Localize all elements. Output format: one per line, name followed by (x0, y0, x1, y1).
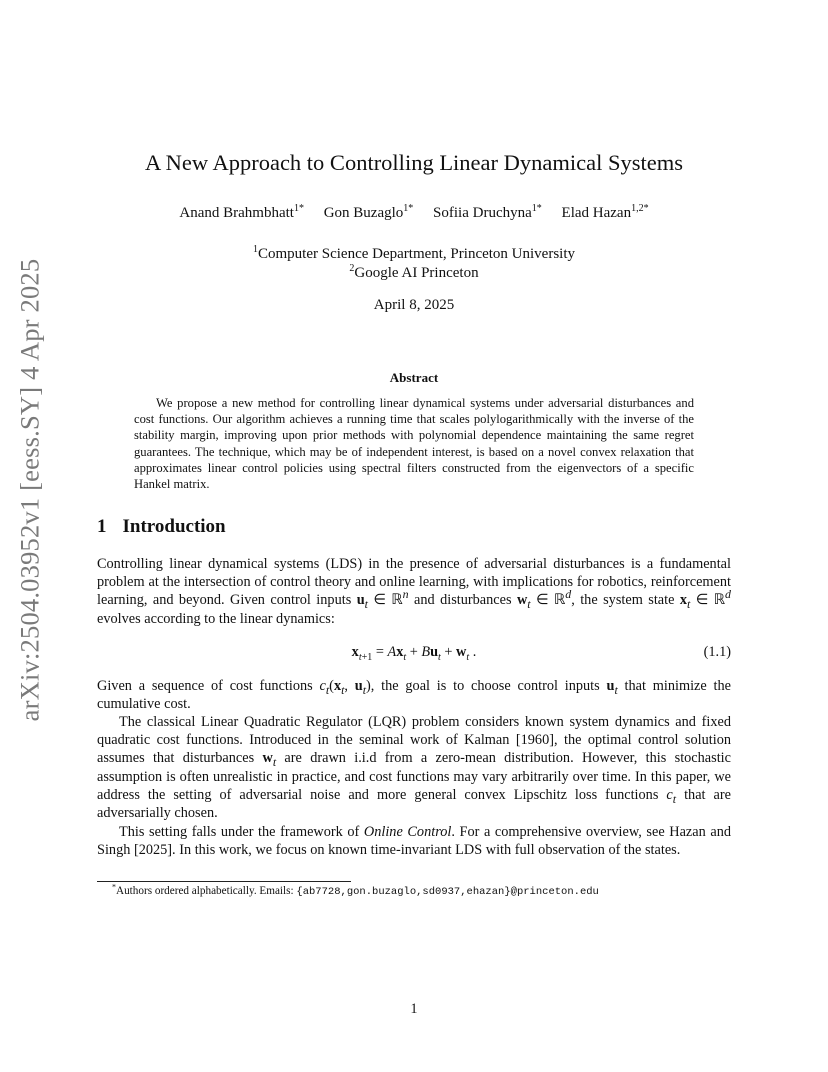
author: Elad Hazan$^{1,2*}$ (561, 203, 649, 221)
footnote-rule (97, 881, 351, 882)
dynamics-equation (97, 644, 731, 664)
footnote: *Authors ordered alphabetically. Emails: {ab7728,gon.buzaglo,sd0937,ehazan}@princeton.edu (112, 882, 599, 898)
arxiv-identifier (6, 258, 54, 722)
abstract-heading: Abstract (389, 370, 439, 385)
author: Sofiia Druchyna$^{1*}$ (433, 203, 542, 221)
author-list (0, 205, 828, 222)
publication-date: April 8, 2025 (373, 297, 455, 313)
page-number: 1 (410, 1001, 418, 1017)
affiliation: $^2$Google AI Princeton (349, 263, 479, 281)
intro-paragraph: The classical Linear Quadratic Regulator (LQR) problem considers known system dynamics and fixed quadratic cost functions. Introduced in the seminal work of Kalman [1960], the optimal control solution assumes that disturbances $w_t$ are drawn i.i.d from a zero-mean distribution. However, this stochastic assumption is often unrealistic in practice, and cost functions may vary arbitrarily over time. In this paper, we address the setting of adversarial noise and more general convex Lipschitz loss functions $c_t$ that are adversarially chosen. (97, 714, 732, 822)
intro-paragraph: This setting falls under the framework of Online Control. For a comprehensive overview, see Hazan and Singh [2025]. In this work, we focus on known time-invariant LDS with full observation of the states. (97, 824, 731, 859)
affiliation: $^1$Computer Science Department, Princeton University (253, 244, 575, 262)
abstract-body: We propose a new method for controlling linear dynamical systems under adversarial disturbances and cost functions. Our algorithm achieves a running time that scales polylogarithmically with the inverse of the stability margin, improving upon prior methods with polynomial dependence maintaining the same regret guarantees. The technique, which may be of independent interest, is based on a novel convex relaxation that approximates linear control policies using spectral filters constructed from the eigenvectors of a specific Hankel matrix. (134, 396, 694, 492)
author: Gon Buzaglo$^{1*}$ (323, 203, 414, 221)
section-heading (97, 516, 226, 538)
section-number: 1 (97, 516, 107, 537)
author: Anand Brahmbhatt$^{1*}$ (179, 203, 304, 221)
section-title: Introduction (122, 516, 226, 537)
equation-number: (1.1) (703, 644, 731, 660)
author-emails: {ab7728,gon.buzaglo,sd0937,ehazan}@princeton.edu (296, 886, 599, 898)
arxiv-identifier-text: arXiv:2504.03952v1 [eess.SY] 4 Apr 2025 (14, 258, 45, 722)
paper-title: A New Approach to Controlling Linear Dynamical Systems (144, 150, 684, 175)
intro-paragraph: Controlling linear dynamical systems (LDS) in the presence of adversarial disturbances is a fundamental problem at the intersection of control theory and online learning, with implications for robotics, reinforcement learning, and beyond. Given control inputs $u_t$ ∈ ℝ$^n$ and disturbances $w_t$ ∈ ℝ$^d$, the system state $x_t$ ∈ ℝ$^d$ evolves according to the linear dynamics: (97, 556, 731, 627)
intro-paragraph: Given a sequence of cost functions $c_t(x_t$, $u_t$), the goal is to choose control inputs $u_t$ that minimize the cumulative cost. (97, 678, 731, 713)
equation-expression: $x_{t+1} = Ax_t + Bu_t + w_t$ . (351, 644, 477, 663)
